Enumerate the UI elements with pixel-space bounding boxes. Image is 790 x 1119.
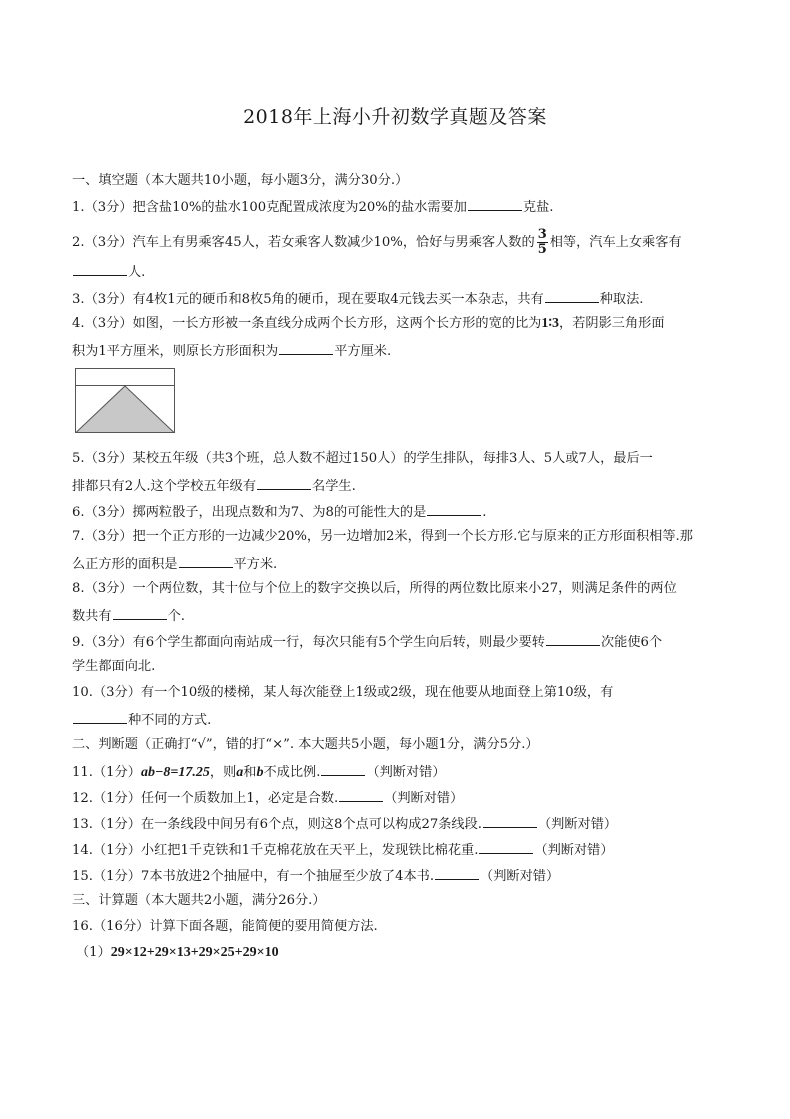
question-10: 10.（3分）有一个10级的楼梯，某人每次能登上1级或2级，现在他要从地面登上第10级，有 — [72, 685, 614, 700]
question-3: 3.（3分）有4枚1元的硬币和8枚5角的硬币，现在要取4元钱去买一本杂志，共有 种取法. — [72, 289, 644, 309]
rectangle-figure — [75, 368, 176, 434]
answer-blank — [479, 840, 533, 854]
question-16: 16.（16分）计算下面各题，能简便的要用简便方法. — [72, 919, 378, 934]
question-16-part-1: （1）29×12+29×13+29×25+29×10 — [76, 945, 279, 960]
answer-blank — [73, 262, 127, 276]
answer-blank — [546, 632, 600, 646]
question-14: 14.（1分）小红把1千克铁和1千克棉花放在天平上，发现铁比棉花重. （判断对错） — [72, 840, 614, 860]
question-5: 5.（3分）某校五年级（共3个班，总人数不超过150人）的学生排队，每排3人、5人或7人，最后一 — [72, 451, 653, 466]
question-15: 15.（1分）7本书放进2个抽屉中，有一个抽屉至少放了4本书. （判断对错） — [72, 866, 559, 886]
question-4-cont: 积为1平方厘米，则原长方形面积为 平方厘米. — [72, 341, 391, 361]
answer-blank — [468, 197, 522, 211]
fraction: $\frac{3}{5}$ — [537, 227, 547, 257]
question-2: 2.（3分）汽车上有男乘客45人，若女乘客人数减少10%，恰好与男乘客人数的 $\frac{3}{5}$ 相等，汽车上女乘客有 — [72, 227, 682, 257]
answer-blank — [427, 502, 481, 516]
question-8: 8.（3分）一个两位数，其十位与个位上的数字交换以后，所得的两位数比原来小27，则满足条件的两位 — [72, 581, 677, 596]
question-6: 6.（3分）掷两粒骰子，出现点数和为7、为8的可能性大的是 . — [72, 502, 486, 522]
question-9: 9.（3分）有6个学生都面向南站成一行，每次只能有5个学生向后转，则最少要转 次能使6个 — [72, 632, 662, 652]
section-heading-fill-in: 一、填空题（本大题共10小题，每小题3分，满分30分.） — [72, 173, 409, 188]
question-5-cont: 排都只有2人.这个学校五年级有 名学生. — [72, 476, 356, 496]
answer-blank — [179, 554, 233, 568]
question-2-cont: 人. — [72, 262, 145, 282]
answer-blank — [339, 788, 383, 802]
question-4: 4.（3分）如图，一长方形被一条直线分成两个长方形，这两个长方形的宽的比为1∶3，若阴影三角形面 — [72, 316, 665, 331]
question-7: 7.（3分）把一个正方形的一边减少20%，另一边增加2米，得到一个长方形.它与原来的正方形面积相等.那 — [72, 529, 693, 544]
answer-blank — [321, 762, 365, 776]
question-7-cont: 么正方形的面积是 平方米. — [72, 554, 277, 574]
question-12: 12.（1分）任何一个质数加上1，必定是合数. （判断对错） — [72, 788, 463, 808]
answer-blank — [483, 814, 537, 828]
question-8-cont: 数共有 个. — [72, 606, 185, 626]
question-1: 1.（3分）把含盐10%的盐水100克配置成浓度为20%的盐水需要加 克盐. — [72, 197, 553, 217]
section-heading-calculation: 三、计算题（本大题共2小题，满分26分.） — [72, 893, 326, 908]
answer-blank — [257, 476, 311, 490]
answer-blank — [435, 866, 479, 880]
question-10-cont: 种不同的方式. — [72, 710, 211, 730]
section-heading-true-false: 二、判断题（正确打“√”，错的打“×”. 本大题共5小题，每小题1分，满分5分.） — [72, 737, 539, 752]
question-9-cont: 学生都面向北. — [72, 659, 156, 674]
question-11: 11.（1分）ab−8=17.25，则a和b不成比例. （判断对错） — [72, 762, 446, 782]
answer-blank — [113, 606, 167, 620]
answer-blank — [279, 341, 333, 355]
page-title: 2018年上海小升初数学真题及答案 — [243, 106, 547, 128]
answer-blank — [73, 710, 127, 724]
question-13: 13.（1分）在一条线段中间另有6个点，则这8个点可以构成27条线段. （判断对错） — [72, 814, 617, 834]
answer-blank — [545, 289, 599, 303]
